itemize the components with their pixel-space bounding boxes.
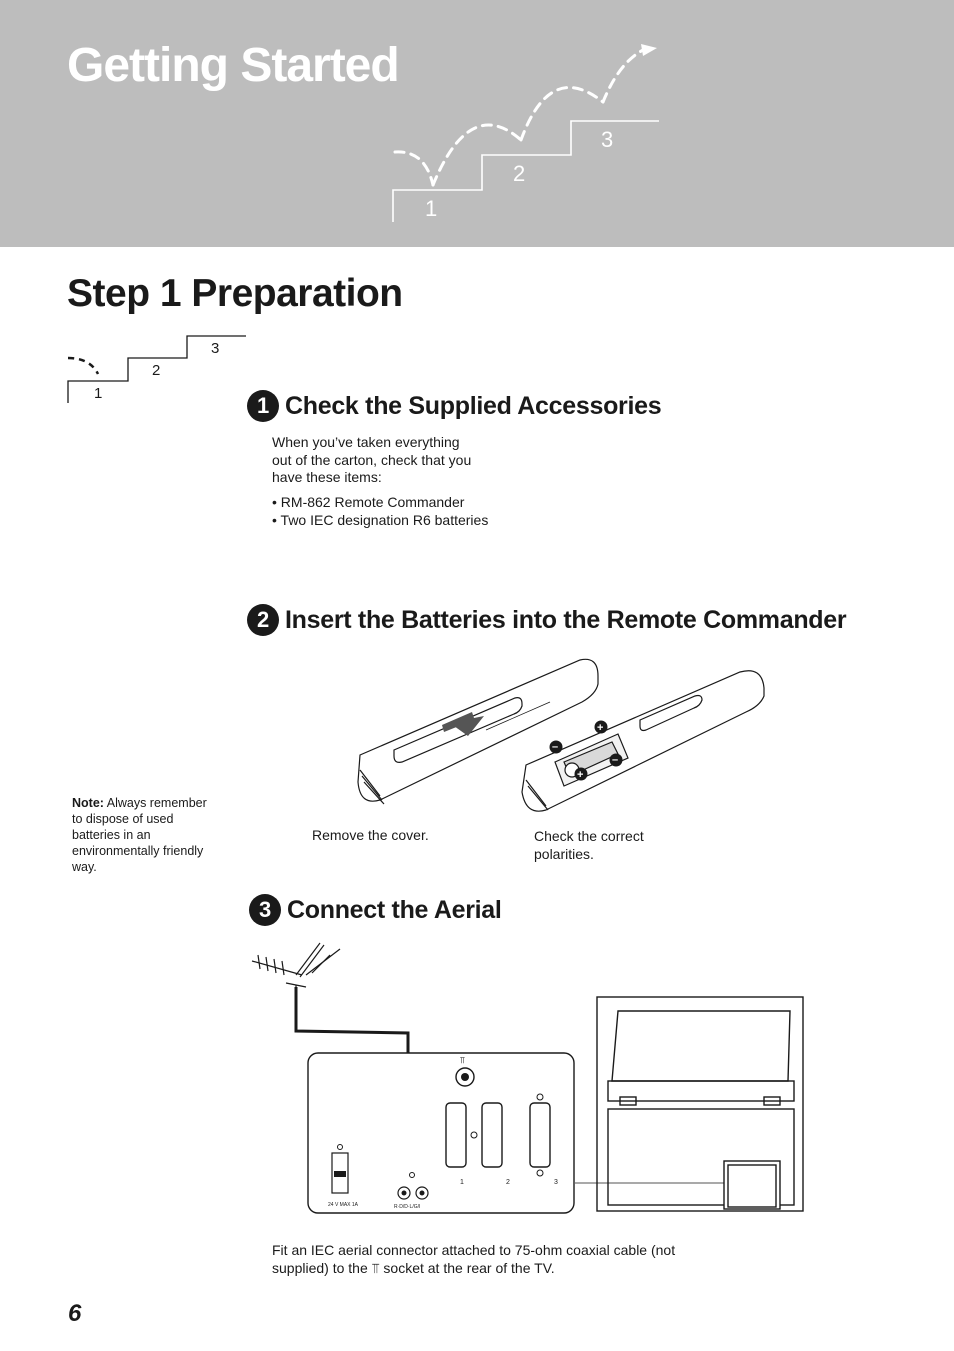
step-title: Step 1 Preparation — [67, 272, 403, 315]
caption-remove-cover: Remove the cover. — [312, 827, 429, 843]
stair-label-2: 2 — [513, 161, 526, 186]
audio-jack-label: R·D/D·L/G/I — [394, 1204, 421, 1210]
tv-rear-panel — [308, 1053, 574, 1213]
page-number: 6 — [68, 1300, 82, 1327]
section-1-heading — [247, 390, 661, 422]
section-2-heading — [247, 604, 846, 636]
mini-stair-label-3: 3 — [211, 340, 220, 357]
svg-text:–: – — [552, 741, 559, 753]
section-number-badge: 2 — [247, 604, 279, 636]
section-title: Insert the Batteries into the Remote Commander — [285, 605, 847, 634]
caption-line: supplied) to the ⫪ socket at the rear of the TV. — [272, 1259, 555, 1276]
list-item: • RM-862 Remote Commander — [272, 494, 488, 512]
remote-battery-illustration — [350, 650, 780, 820]
note-text: Always remember to dispose of used batteries in an environmentally friendly way. — [72, 796, 207, 874]
battery-disposal-note — [72, 795, 217, 875]
stairs-illustration — [385, 40, 675, 230]
mini-stair-label-2: 2 — [152, 362, 161, 379]
svg-text:+: + — [577, 769, 584, 781]
intro-line: have these items: — [272, 469, 382, 485]
aerial-connection-diagram — [240, 935, 810, 1225]
scart-2-label: 2 — [506, 1179, 510, 1186]
accessories-list — [272, 494, 488, 529]
svg-text:+: + — [597, 722, 604, 734]
caption-line: polarities. — [534, 845, 594, 862]
power-label: 24 V MAX 1A — [328, 1202, 359, 1208]
intro-line: When you’ve taken everything — [272, 434, 460, 450]
scart-1-label: 1 — [460, 1179, 464, 1186]
stair-label-3: 3 — [601, 127, 614, 152]
stair-label-1: 1 — [425, 196, 438, 221]
section-number-badge: 3 — [249, 894, 281, 926]
mini-stair-label-1: 1 — [94, 385, 103, 402]
section-title: Connect the Aerial — [287, 895, 502, 924]
section-1-intro — [272, 434, 532, 487]
aerial-caption — [272, 1242, 675, 1277]
intro-line: out of the carton, check that you — [272, 451, 472, 468]
section-number-badge: 1 — [247, 390, 279, 422]
caption-line: Fit an IEC aerial connector attached to 75-ohm coaxial cable (not — [272, 1242, 676, 1258]
chapter-title: Getting Started — [67, 39, 399, 92]
section-3-heading — [249, 894, 502, 926]
note-label: Note: — [72, 796, 104, 810]
section-title: Check the Supplied Accessories — [285, 391, 662, 420]
aerial-socket-label: ⫪ — [460, 1055, 466, 1065]
scart-3-label: 3 — [554, 1179, 558, 1186]
caption-line: Check the correct — [534, 828, 644, 844]
svg-text:–: – — [612, 754, 619, 766]
list-item: • Two IEC designation R6 batteries — [272, 512, 488, 530]
tv-rear-view — [575, 997, 803, 1211]
mini-stairs-illustration — [60, 330, 250, 406]
caption-check-polarities — [534, 828, 644, 863]
